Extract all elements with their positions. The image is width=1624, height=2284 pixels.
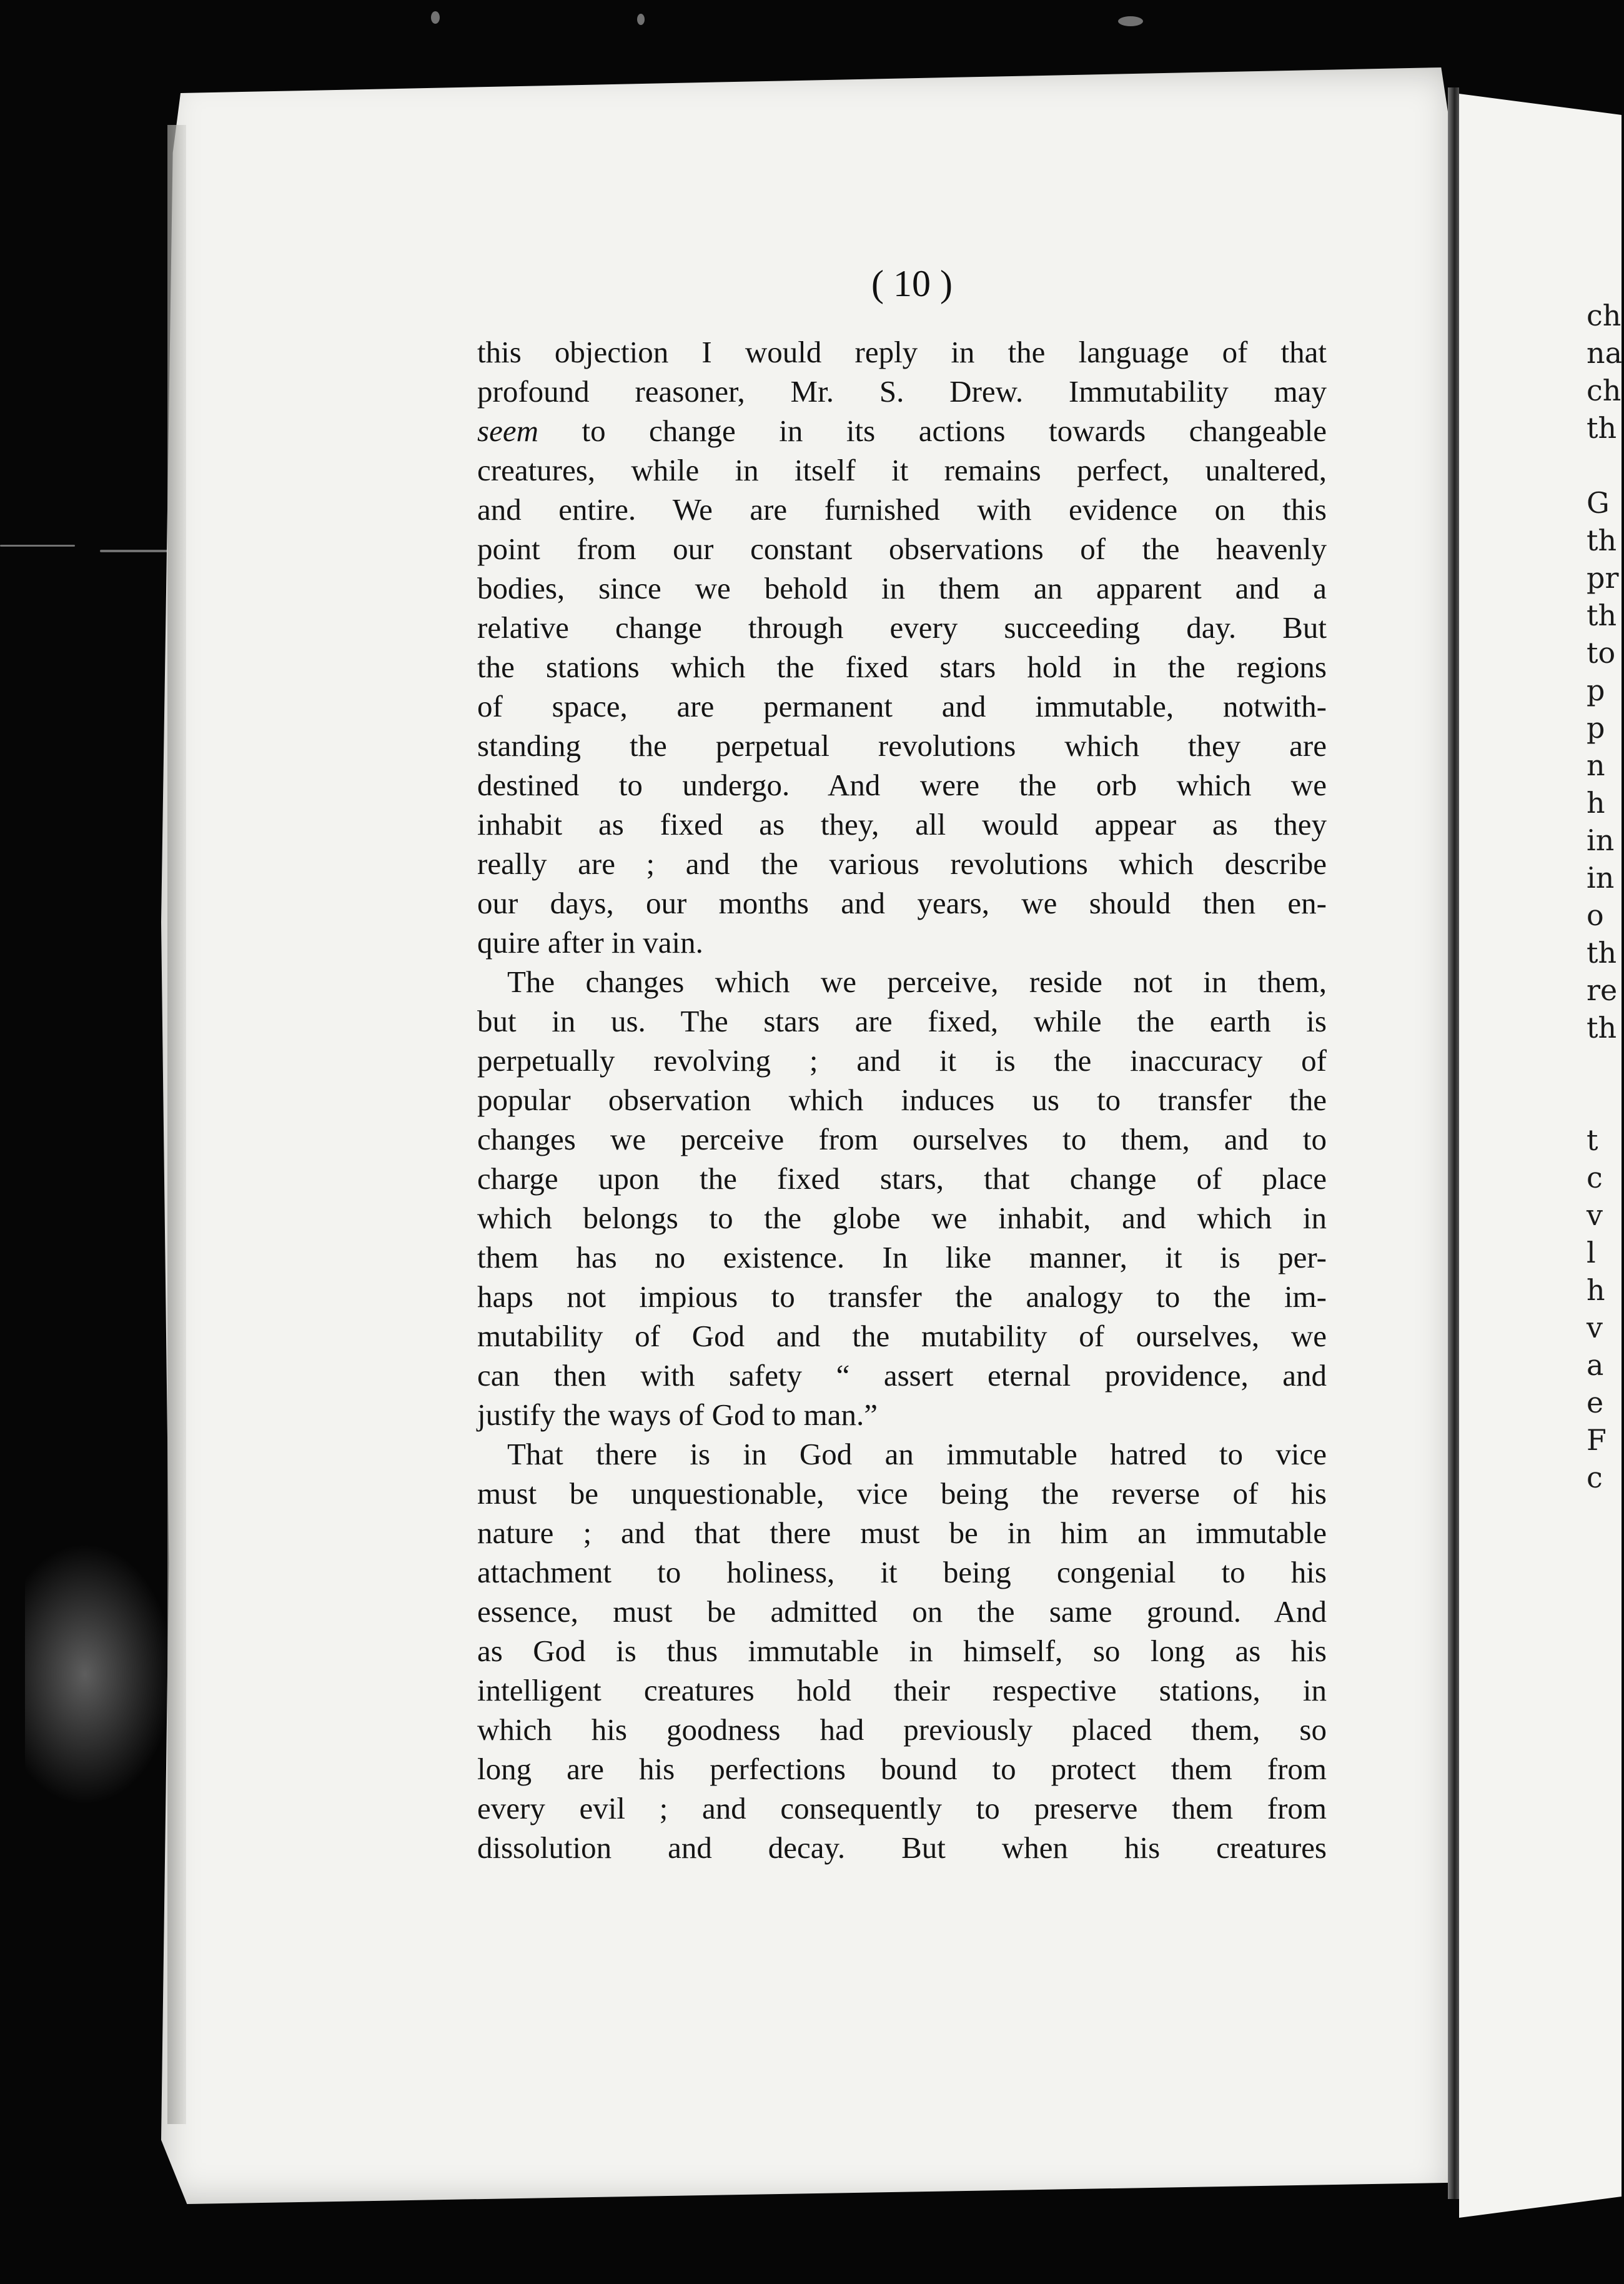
- text-line: which his goodness had previously placed them, so: [477, 1712, 1327, 1747]
- facing-fragment: G: [1587, 486, 1610, 520]
- text-line: perpetually revolving ; and it is the inaccuracy of: [477, 1043, 1327, 1078]
- page-number: ( 10 ): [871, 263, 953, 304]
- text-line: them has no existence. In like manner, it is per-: [477, 1240, 1327, 1274]
- facing-fragment: pr: [1587, 561, 1619, 595]
- facing-fragment: c: [1587, 1161, 1603, 1194]
- text-line: attachment to holiness, it being congenial to his: [477, 1555, 1327, 1589]
- text-line: essence, must be admitted on the same ground. And: [477, 1594, 1327, 1629]
- facing-fragment: th: [1587, 411, 1617, 445]
- text-line: point from our constant observations of the heavenly: [477, 532, 1327, 566]
- facing-fragment: th: [1587, 1011, 1617, 1045]
- facing-fragment: th: [1587, 598, 1617, 632]
- text-line: dissolution and decay. But when his creatures: [477, 1830, 1327, 1865]
- facing-fragment: h: [1587, 786, 1605, 820]
- facing-fragment: re: [1587, 973, 1618, 1007]
- text-line: nature ; and that there must be in him an immutable: [477, 1516, 1327, 1550]
- facing-fragment: h: [1587, 1273, 1605, 1307]
- facing-fragment: [1587, 449, 1624, 486]
- text-line: creatures, while in itself it remains perfect, unaltered,: [477, 453, 1327, 487]
- italic-word: seem: [477, 414, 538, 448]
- dust-speck: [637, 14, 645, 25]
- text-line: justify the ways of God to man.”: [477, 1398, 878, 1432]
- text-line: destined to undergo. And were the orb which we: [477, 768, 1327, 802]
- text-line: every evil ; and consequently to preserve them from: [477, 1791, 1327, 1825]
- facing-fragment: na: [1587, 336, 1623, 370]
- text-line: must be unquestionable, vice being the reverse of his: [477, 1476, 1327, 1511]
- text-line: profound reasoner, Mr. S. Drew. Immutability may: [477, 374, 1327, 409]
- text-line: relative change through every succeeding day. But: [477, 610, 1327, 645]
- facing-fragment: in: [1587, 823, 1615, 857]
- facing-fragment: p: [1587, 711, 1605, 745]
- dust-speck: [0, 545, 75, 547]
- left-page-edge: [167, 125, 186, 2124]
- body-text: [477, 332, 1327, 1867]
- facing-fragment: F: [1587, 1423, 1607, 1457]
- text-line: which belongs to the globe we inhabit, and which in: [477, 1201, 1327, 1235]
- text-line: charge upon the fixed stars, that change of place: [477, 1161, 1327, 1196]
- facing-fragment: [1587, 1086, 1624, 1123]
- dust-speck: [1118, 16, 1143, 26]
- text-line: the stations which the fixed stars hold in the regions: [477, 650, 1327, 684]
- text-line: That there is in God an immutable hatred to vice: [507, 1437, 1327, 1471]
- facing-fragment: ch: [1587, 299, 1622, 332]
- facing-page-text: [1587, 299, 1624, 1498]
- facing-fragment: v: [1587, 1198, 1603, 1232]
- text-line: intelligent creatures hold their respective stations, in: [477, 1673, 1327, 1707]
- text-line: inhabit as fixed as they, all would appear as they: [477, 807, 1327, 842]
- facing-fragment: [1587, 1048, 1624, 1086]
- text-line: popular observation which induces us to transfer the: [477, 1083, 1327, 1117]
- text-line: this objection I would reply in the language of that: [477, 335, 1327, 369]
- facing-fragment: l: [1587, 1236, 1596, 1269]
- facing-fragment: t: [1587, 1123, 1598, 1157]
- text-line: our days, our months and years, we should then en-: [477, 886, 1327, 920]
- text-line: but in us. The stars are fixed, while the earth is: [477, 1004, 1327, 1038]
- facing-fragment: ch: [1587, 374, 1622, 407]
- background-stain: [25, 1543, 175, 1805]
- text-line: as God is thus immutable in himself, so long as his: [477, 1634, 1327, 1668]
- text-line: really are ; and the various revolutions which describe: [477, 847, 1327, 881]
- text-line: bodies, since we behold in them an apparent and a: [477, 571, 1327, 605]
- text-line-rest: to change in its actions towards changeable: [538, 414, 1327, 448]
- text-line: quire after in vain.: [477, 925, 703, 960]
- text-line: of space, are permanent and immutable, notwith-: [477, 689, 1327, 723]
- text-line: mutability of God and the mutability of ourselves, we: [477, 1319, 1327, 1353]
- facing-fragment: e: [1587, 1386, 1604, 1419]
- facing-fragment: o: [1587, 898, 1604, 932]
- facing-fragment: to: [1587, 636, 1616, 670]
- facing-fragment: p: [1587, 673, 1605, 707]
- text-line: changes we perceive from ourselves to them, and to: [477, 1122, 1327, 1156]
- text-line: and entire. We are furnished with evidence on this: [477, 492, 1327, 527]
- text-line: standing the perpetual revolutions which they are: [477, 728, 1327, 763]
- dust-speck: [100, 550, 169, 552]
- text-line: [477, 411, 1327, 450]
- text-line: haps not impious to transfer the analogy to the im-: [477, 1279, 1327, 1314]
- facing-fragment: th: [1587, 524, 1617, 557]
- book-gutter: [1448, 87, 1459, 2199]
- facing-fragment: v: [1587, 1311, 1603, 1344]
- facing-fragment: th: [1587, 936, 1617, 970]
- text-line: can then with safety “ assert eternal providence, and: [477, 1358, 1327, 1393]
- facing-fragment: in: [1587, 861, 1615, 895]
- facing-fragment: n: [1587, 748, 1605, 782]
- facing-fragment: c: [1587, 1461, 1603, 1494]
- text-line: long are his perfections bound to protect them from: [477, 1752, 1327, 1786]
- facing-fragment: a: [1587, 1348, 1604, 1382]
- dust-speck: [431, 11, 440, 24]
- text-line: The changes which we perceive, reside not in them,: [507, 965, 1327, 999]
